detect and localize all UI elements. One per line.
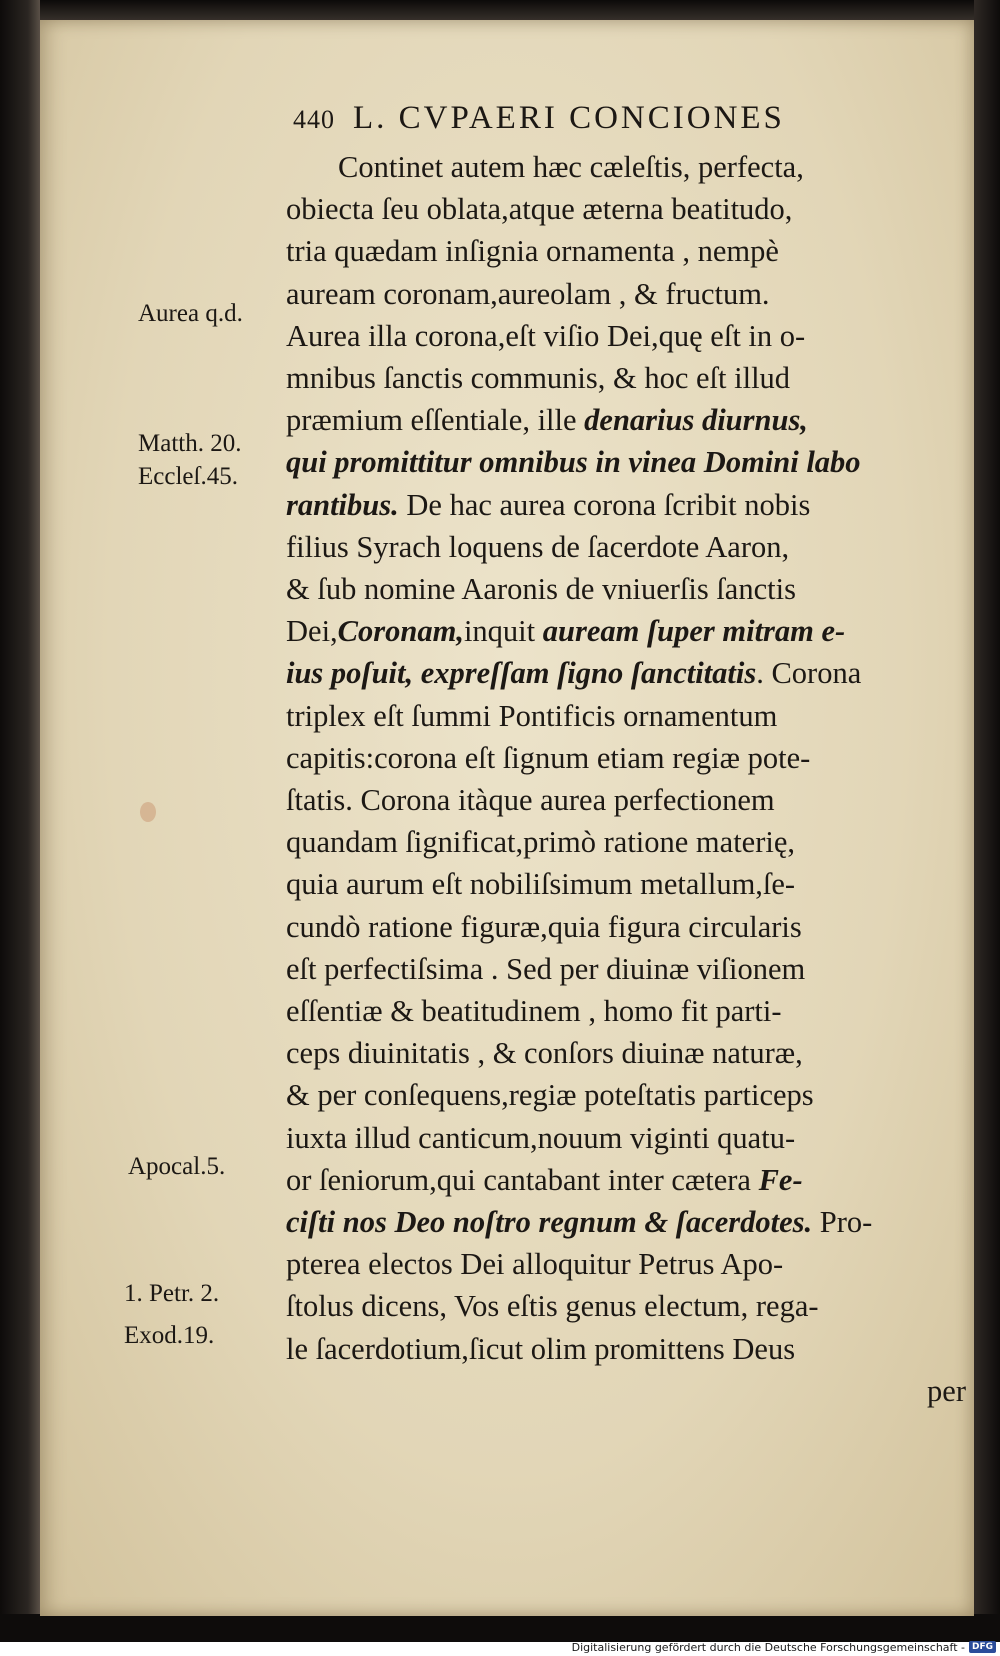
text-line [286, 652, 966, 694]
text-run: ſtolus dicens, Vos eſtis genus electum, rega- [286, 1289, 819, 1324]
scan-border-top [0, 0, 1000, 22]
scan-border-left [0, 0, 40, 1656]
text-run: De hac aurea corona ſcribit nobis [398, 487, 811, 522]
italic-text: Fe- [758, 1162, 803, 1197]
text-run: filius Syrach loquens de ſacerdote Aaron, [286, 529, 790, 564]
running-head [293, 100, 933, 137]
text-line [286, 1243, 966, 1285]
text-run: præmium eſſentiale, ille [286, 403, 585, 438]
text-line [286, 990, 966, 1032]
text-run: ceps diuinitatis , & conſors diuinæ naturæ, [286, 1036, 803, 1071]
text-line [286, 273, 966, 315]
text-line [286, 399, 966, 441]
dfg-logo: DFG [969, 1641, 996, 1653]
running-title: L. CVPAERI CONCIONES [353, 100, 785, 136]
footer-credit [572, 1638, 996, 1656]
text-line [286, 948, 966, 990]
text-run: Aurea illa corona,eſt viſio Dei,quę eſt in o- [286, 318, 806, 353]
page-stain [140, 802, 156, 822]
text-line [286, 315, 966, 357]
text-line [286, 1328, 966, 1370]
margin-note: Matth. 20. [138, 430, 242, 457]
text-run: Dei, [286, 614, 338, 649]
text-line [286, 188, 966, 230]
text-line [286, 526, 966, 568]
text-run: ſtatis. Corona itàque aurea perfectionem [286, 783, 775, 818]
text-run: . Corona [756, 656, 862, 691]
page-number: 440 [293, 105, 335, 134]
italic-text: Coronam, [337, 614, 464, 649]
footer-credit-text: Digitalisierung gefördert durch die Deutsche Forschungsgemeinschaft - [571, 1640, 965, 1654]
text-run: Pro- [812, 1205, 873, 1240]
text-run: eſt perfectiſsima . Sed per diuinæ viſionem [286, 951, 806, 986]
margin-note: Apocal.5. [128, 1153, 226, 1180]
text-line [286, 610, 966, 652]
text-run: obiecta ſeu oblata,atque æterna beatitudo, [286, 192, 793, 227]
text-line [286, 1370, 966, 1412]
text-line [286, 441, 966, 483]
text-line [286, 863, 966, 905]
body-text [286, 146, 966, 1412]
text-run: tria quædam inſignia ornamenta , nempè [286, 234, 779, 269]
text-run: & ſub nomine Aaronis de vniuerſis ſanctis [286, 572, 796, 607]
text-line [286, 1159, 966, 1201]
text-line [286, 1074, 966, 1116]
text-line [286, 779, 966, 821]
text-run: or ſeniorum,qui cantabant inter cætera [286, 1162, 759, 1197]
text-run: pterea electos Dei alloquitur Petrus Apo- [286, 1247, 784, 1282]
text-run: quia aurum eſt nobiliſsimum metallum,ſe- [286, 867, 796, 902]
text-run: cundò ratione figuræ,quia figura circularis [286, 909, 802, 944]
margin-note: Eccleſ.45. [138, 463, 238, 490]
text-run: eſſentiæ & beatitudinem , homo fit parti- [286, 994, 782, 1029]
italic-text: denarius diurnus, [584, 403, 808, 438]
text-line [286, 1032, 966, 1074]
text-line [286, 695, 966, 737]
margin-note: Aurea q.d. [138, 300, 243, 327]
text-line [286, 1285, 966, 1327]
margin-note: Exod.19. [124, 1322, 215, 1349]
text-run: auream coronam,aureolam , & fructum. [286, 276, 770, 311]
text-run: le ſacerdotium,ſicut olim promittens Deus [286, 1331, 796, 1366]
text-line [286, 906, 966, 948]
text-line [286, 1117, 966, 1159]
italic-text: qui promittitur omnibus in vinea Domini labo [286, 445, 861, 480]
text-run: triplex eſt ſummi Pontificis ornamentum [286, 698, 778, 733]
text-run: iuxta illud canticum,nouum viginti quatu- [286, 1120, 796, 1155]
italic-text: ciſti nos Deo noſtro regnum & ſacerdotes. [286, 1205, 813, 1240]
text-run: Continet autem hæc cæleſtis, perfecta, [338, 150, 804, 184]
text-run: inquit [463, 614, 543, 649]
scan-border-right [974, 0, 1000, 1656]
text-run: capitis:corona eſt ſignum etiam regiæ pote- [286, 740, 811, 775]
text-run: mnibus ſanctis communis, & hoc eſt illud [286, 361, 791, 396]
text-line [286, 1201, 966, 1243]
text-run: per [927, 1373, 966, 1408]
text-line [286, 357, 966, 399]
text-line [286, 568, 966, 610]
italic-text: auream ſuper mitram e- [542, 614, 846, 649]
text-line [286, 737, 966, 779]
text-line [286, 146, 966, 188]
text-line [286, 484, 966, 526]
margin-note: 1. Petr. 2. [124, 1280, 220, 1307]
text-run: quandam ſignificat,primò ratione materię, [286, 825, 795, 860]
italic-text: rantibus. [286, 487, 399, 522]
italic-text: ius poſuit, expreſſam ſigno ſanctitatis [286, 656, 757, 691]
text-run: & per conſequens,regiæ poteſtatis particeps [286, 1078, 814, 1113]
text-line [286, 821, 966, 863]
text-line [286, 230, 966, 272]
